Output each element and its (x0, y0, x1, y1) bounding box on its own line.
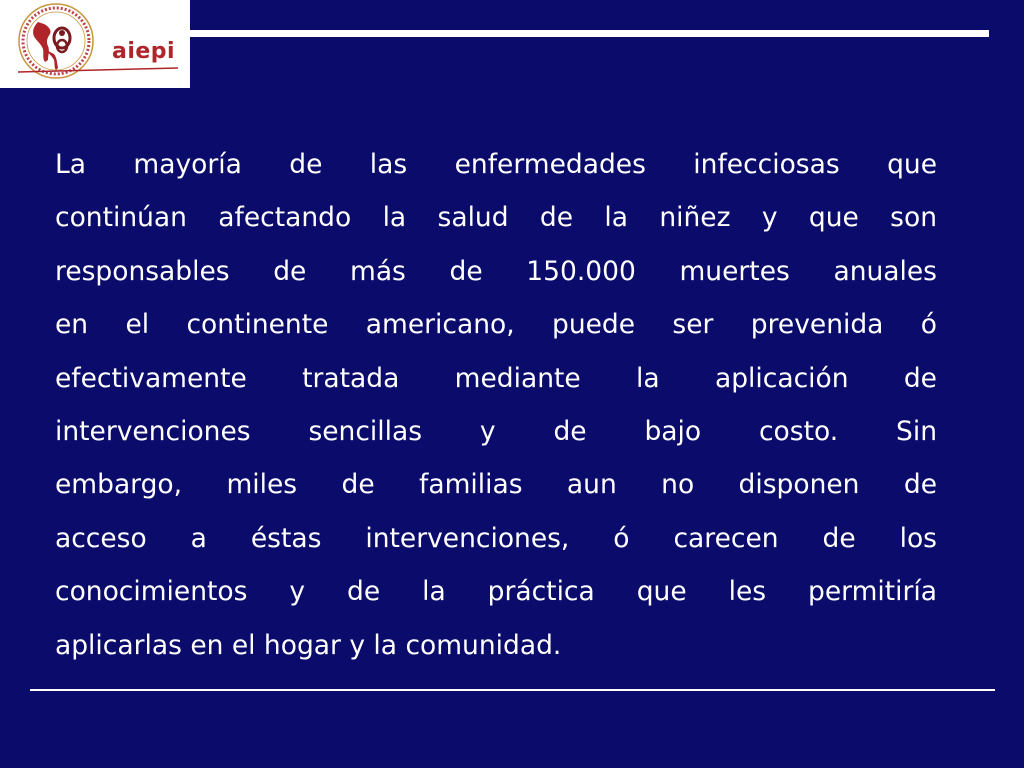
body-line: efectivamente tratada mediante la aplicación de (55, 362, 937, 394)
bottom-divider-line (30, 689, 995, 691)
body-line: embargo, miles de familias aun no disponen de (55, 469, 937, 501)
top-divider-bar (190, 30, 989, 37)
body-line: conocimientos y de la práctica que les permitiría (55, 576, 937, 608)
body-line: intervenciones sencillas y de bajo costo. Sin (55, 415, 937, 447)
body-line: aplicarlas en el hogar y la comunidad. (55, 629, 562, 661)
aiepi-wordmark: aiepi (112, 39, 176, 64)
body-line: responsables de más de 150.000 muertes anuales (55, 255, 937, 287)
body-line: continúan afectando la salud de la niñez y que son (55, 202, 937, 234)
body-line: La mayoría de las enfermedades infecciosas que (55, 149, 937, 180)
body-line: en el continente americano, puede ser prevenida ó (55, 309, 937, 341)
body-line: acceso a éstas intervenciones, ó carecen de los (55, 522, 937, 554)
body-paragraph (55, 138, 937, 672)
aiepi-logo (0, 0, 190, 88)
